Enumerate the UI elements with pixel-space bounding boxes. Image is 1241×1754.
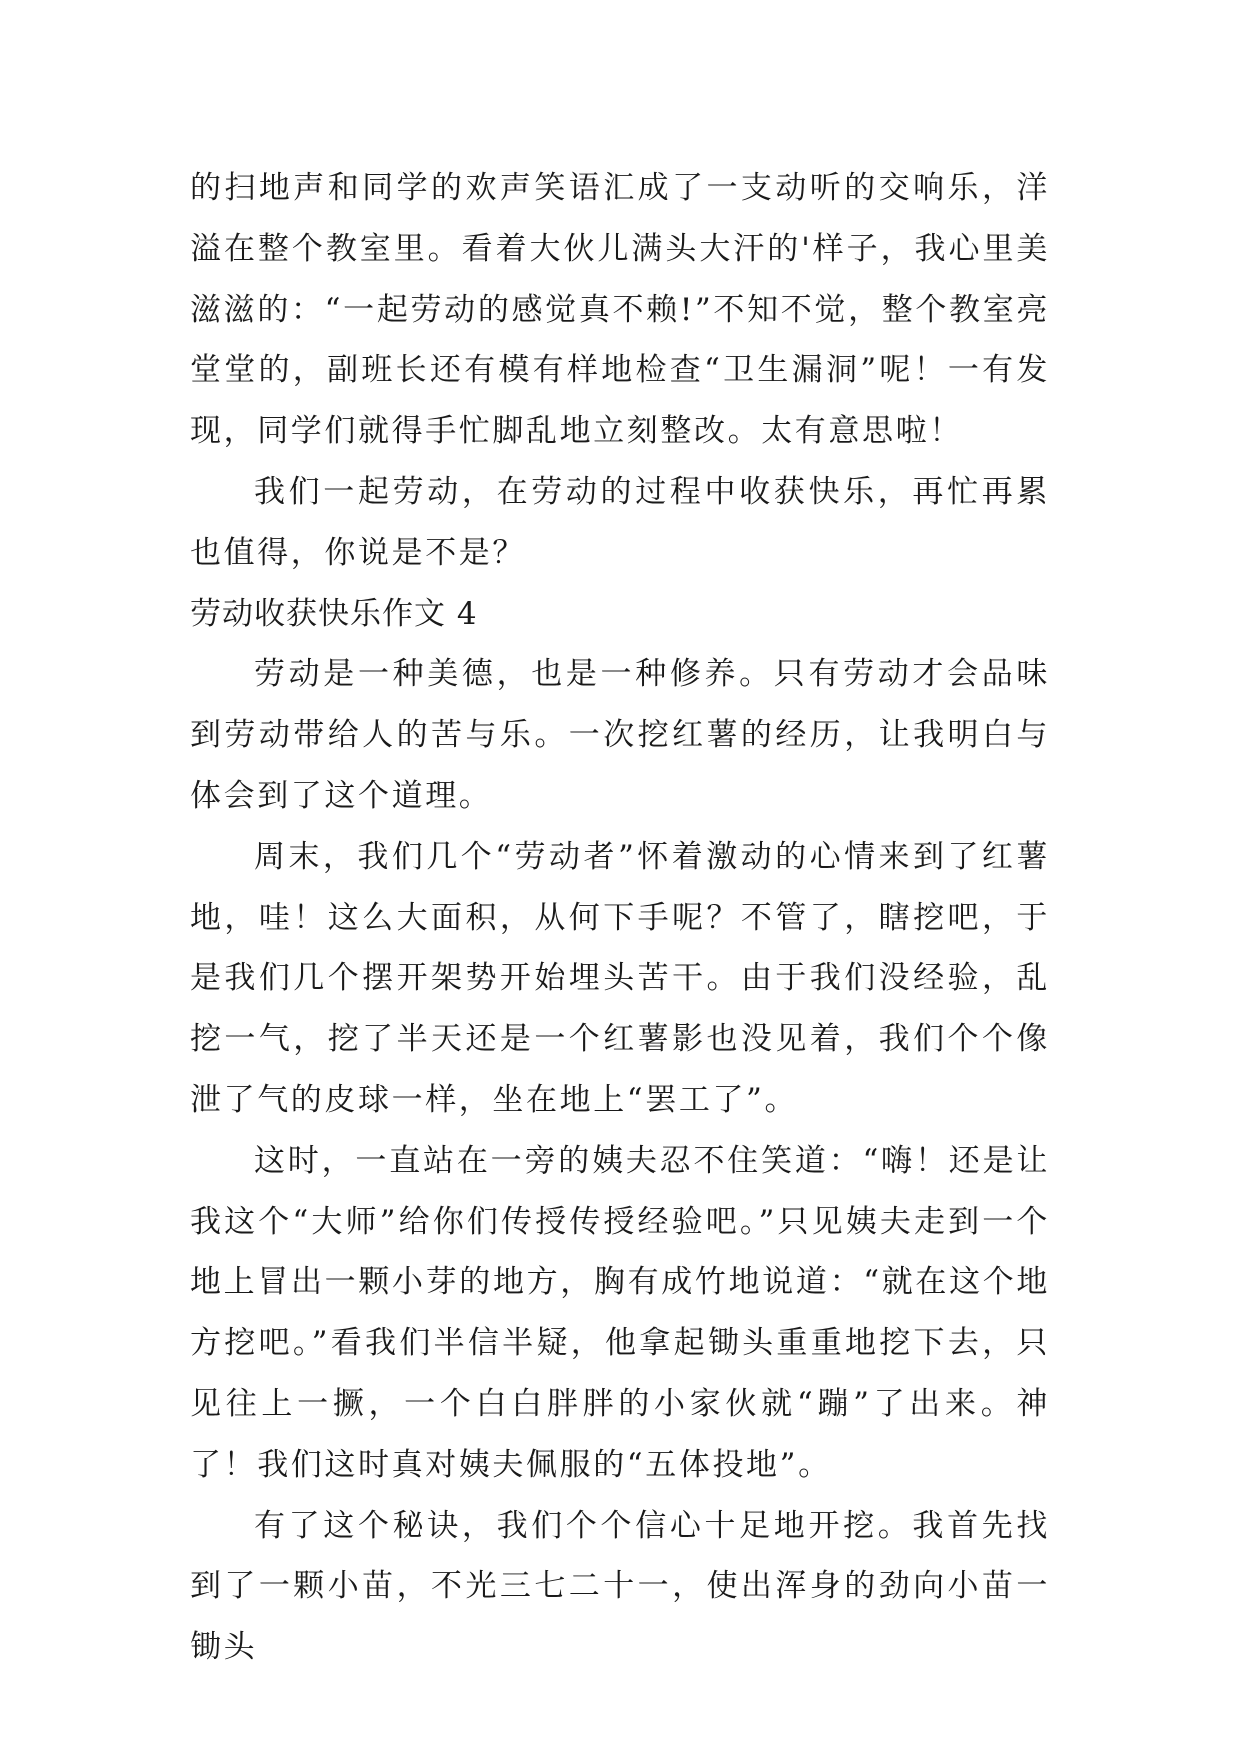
- paragraph-continuation: 的扫地声和同学的欢声笑语汇成了一支动听的交响乐，洋溢在整个教室里。看着大伙儿满头大汗的'样子，我心里美滋滋的：“一起劳动的感觉真不赖!”不知不觉，整个教室亮堂堂的，副班长还有模有样地检查“卫生漏洞”呢！一有发现，同学们就得手忙脚乱地立刻整改。太有意思啦！: [190, 170, 1050, 450]
- paragraph-weekend: 周末，我们几个“劳动者”怀着激动的心情来到了红薯地，哇！这么大面积，从何下手呢？不管了，瞎挖吧，于是我们几个摆开架势开始埋头苦干。由于我们没经验，乱挖一气，挖了半天还是一个红薯影也没见着，我们个个像泄了气的皮球一样，坐在地上“罢工了”。: [190, 838, 1050, 1118]
- section-heading: 劳动收获快乐作文 4: [190, 595, 478, 632]
- paragraph-labor-virtue: 劳动是一种美德，也是一种修养。只有劳动才会品味到劳动带给人的苦与乐。一次挖红薯的经历，让我明白与体会到了这个道理。: [190, 656, 1050, 814]
- paragraph-secret: 有了这个秘诀，我们个个信心十足地开挖。我首先找到了一颗小苗，不光三七二十一，使出浑身的劲向小苗一锄头: [190, 1507, 1050, 1666]
- paragraph-worth-it: 我们一起劳动，在劳动的过程中收获快乐，再忙再累也值得，你说是不是？: [190, 473, 1050, 571]
- paragraph-uncle: 这时，一直站在一旁的姨夫忍不住笑道：“嗨！还是让我这个“大师”给你们传授传授经验吧。”只见姨夫走到一个地上冒出一颗小芽的地方，胸有成竹地说道：“就在这个地方挖吧。”看我们半信半疑，他拿起锄头重重地挖下去，只见往上一撅，一个白白胖胖的小家伙就“蹦”了出来。神了！我们这时真对姨夫佩服的“五体投地”。: [190, 1142, 1050, 1483]
- document-body: [190, 158, 1050, 1678]
